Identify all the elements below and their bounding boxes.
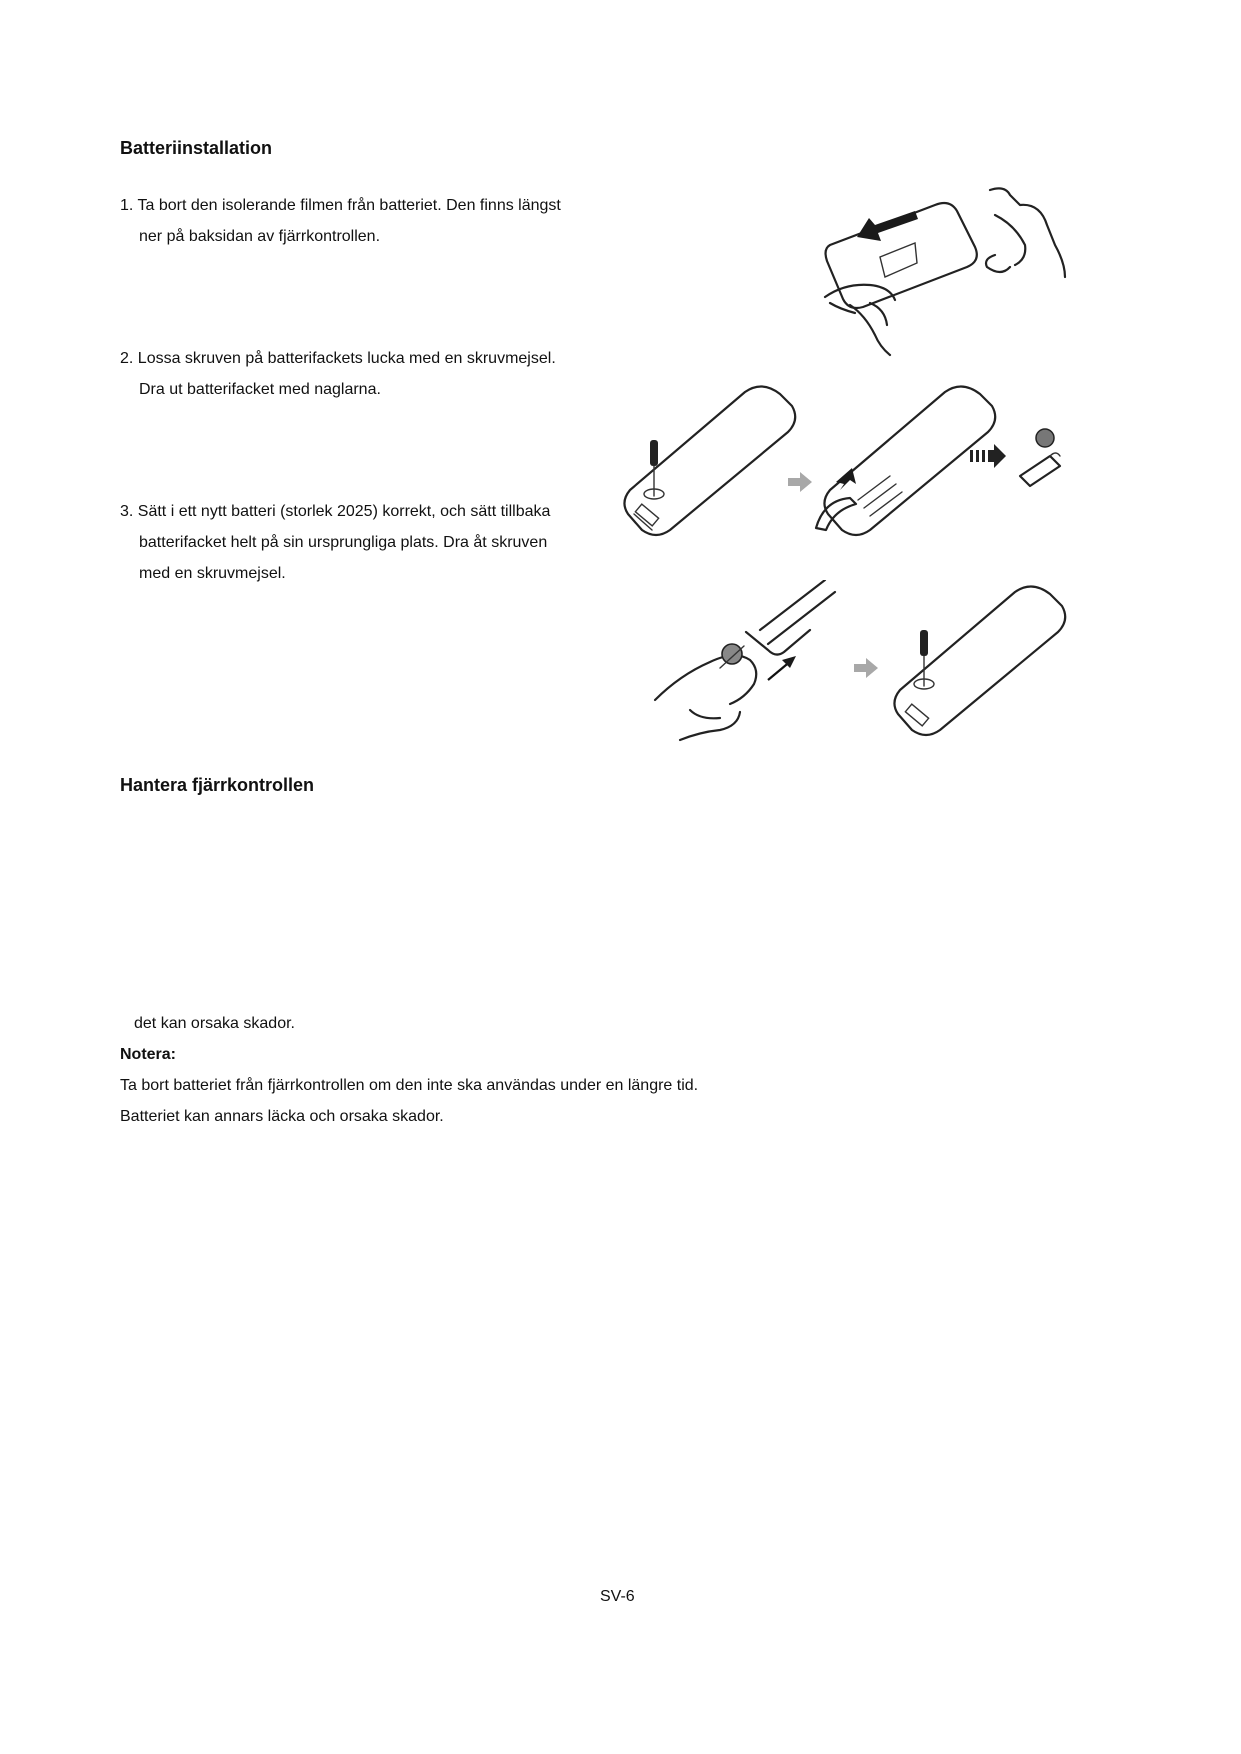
arrow-next-step-3 xyxy=(854,658,878,678)
remote-frame-final xyxy=(894,586,1065,735)
hand-with-battery xyxy=(655,644,756,740)
remote-frame1 xyxy=(624,386,795,535)
arrow-pull-direction xyxy=(857,211,918,241)
remote-frame2 xyxy=(816,386,995,535)
step1-line2: ner på baksidan av fjärrkontrollen. xyxy=(139,228,381,245)
arrow-next-step-1 xyxy=(788,472,812,492)
step2-line2: Dra ut batterifacket med naglarna. xyxy=(139,381,381,398)
hand-left xyxy=(825,285,895,355)
step3-line1: 3. Sätt i ett nytt batteri (storlek 2025) korrekt, och sätt tillbaka xyxy=(120,503,551,520)
step3-line3: med en skruvmejsel. xyxy=(139,565,286,582)
battery-and-tray xyxy=(1020,429,1060,486)
note-line2: Batteriet kan annars läcka och orsaka skador. xyxy=(120,1108,444,1125)
page-number: SV-6 xyxy=(600,1588,635,1605)
illustration-insert-battery xyxy=(650,580,1090,745)
section-heading-remote-handling: Hantera fjärrkontrollen xyxy=(120,775,315,795)
insulating-film xyxy=(880,243,917,277)
note-label: Notera: xyxy=(120,1046,177,1063)
hand-right xyxy=(986,188,1065,277)
illustration-remove-film xyxy=(815,185,1080,360)
step1-line1: 1. Ta bort den isolerande filmen från batteriet. Den finns längst xyxy=(120,197,561,214)
section-heading-battery-installation: Batteriinstallation xyxy=(120,138,273,158)
note-line1: Ta bort batteriet från fjärrkontrollen om den inte ska användas under en längre tid. xyxy=(120,1077,699,1094)
handling-trailing-line: det kan orsaka skador. xyxy=(134,1015,295,1032)
arrow-next-step-2 xyxy=(970,444,1006,468)
step3-line2: batterifacket helt på sin ursprungliga plats. Dra åt skruven xyxy=(139,534,548,551)
remote-end-open xyxy=(746,580,835,655)
illustration-open-battery-tray xyxy=(620,380,1195,550)
step2-line1: 2. Lossa skruven på batterifackets lucka med en skruvmejsel. xyxy=(120,350,556,367)
